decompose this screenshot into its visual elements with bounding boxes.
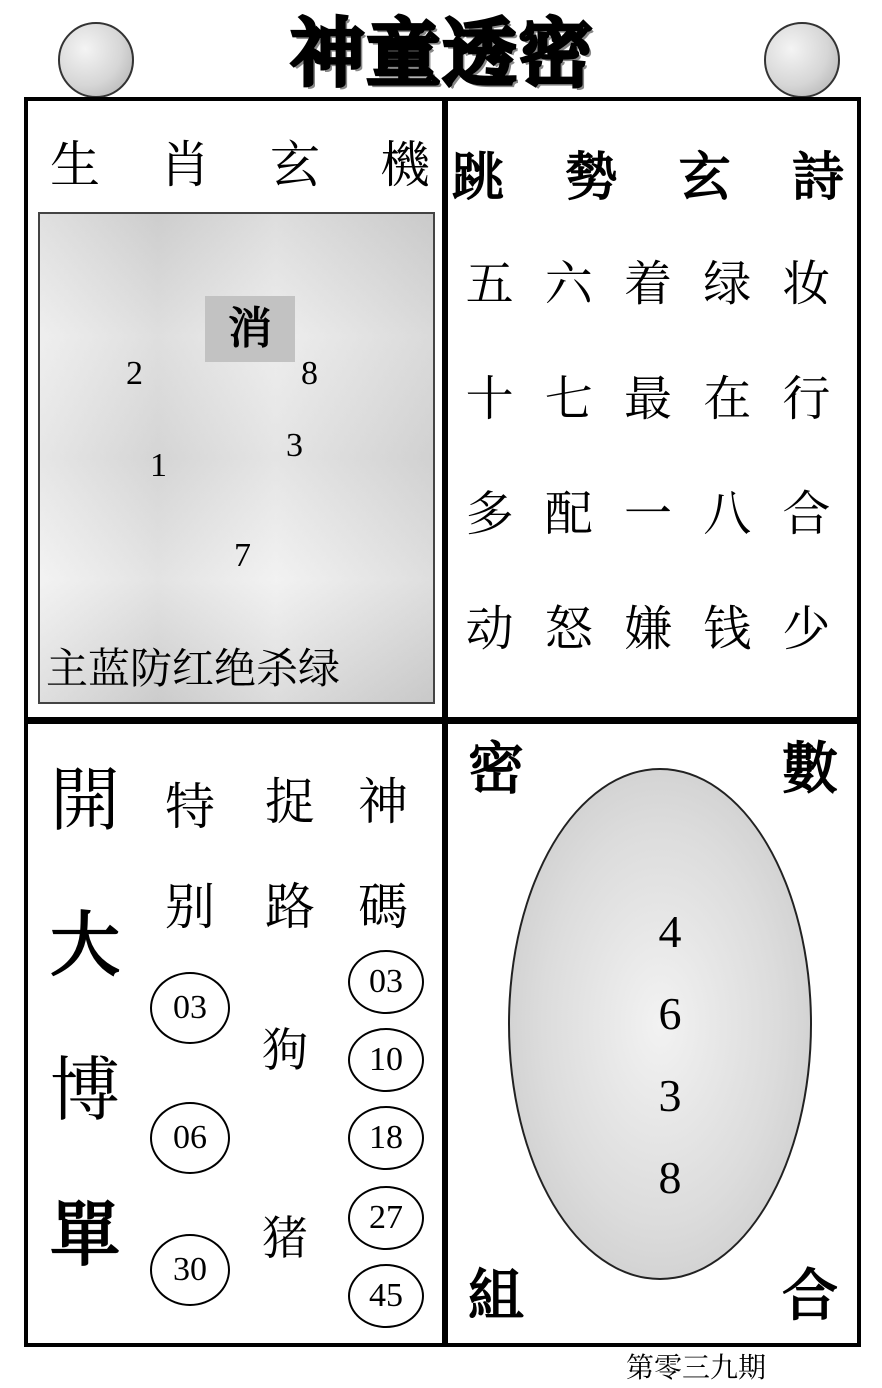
poem-char: 一 (623, 486, 672, 542)
heading-char: 玄 (270, 136, 320, 194)
heading-char: 勢 (565, 147, 618, 208)
heading-char: 跳 (452, 147, 505, 208)
zhuolu-animal: 猪 (262, 1211, 308, 1265)
heading-char: 詩 (791, 147, 844, 208)
shenma-number: 03 (348, 950, 424, 1014)
horizontal-divider (24, 717, 861, 724)
decorative-ball-left-icon (58, 22, 134, 98)
tebie-number: 30 (150, 1234, 230, 1306)
zhuolu-animal: 狗 (262, 1023, 308, 1077)
poem-panel-heading (452, 138, 844, 218)
shenma-number: 10 (348, 1028, 424, 1092)
shenma-number: 27 (348, 1186, 424, 1250)
secret-digit: 3 (658, 1070, 682, 1121)
vertical-title-char: 大 (50, 903, 120, 986)
zhuolu-heading-char: 路 (265, 878, 315, 936)
page-title: 神童透密 (290, 11, 595, 97)
corner-label-bottom-left: 組 (468, 1264, 524, 1329)
vertical-title-char: 單 (50, 1193, 120, 1276)
poem-char: 少 (782, 601, 831, 657)
zodiac-panel-heading (50, 130, 430, 200)
poem-char: 行 (782, 371, 831, 427)
corner-label-bottom-right: 合 (782, 1264, 838, 1329)
poem-char: 绿 (703, 256, 752, 312)
poem-char: 七 (544, 371, 593, 427)
tebie-number: 03 (150, 972, 230, 1044)
zodiac-panel-box (38, 212, 435, 704)
poem-char: 配 (544, 486, 593, 542)
poem-grid (450, 222, 846, 682)
vertical-title-char: 開 (50, 759, 120, 841)
poem-char: 在 (703, 371, 752, 427)
poem-char: 多 (465, 486, 514, 542)
shenma-heading-char: 碼 (358, 878, 408, 936)
poem-char: 十 (465, 371, 514, 427)
vertical-title-char: 博 (50, 1049, 120, 1131)
secret-digit: 8 (658, 1152, 682, 1203)
corner-label-top-right: 數 (782, 737, 838, 802)
poem-char: 五 (465, 256, 514, 312)
shenma-number: 45 (348, 1264, 424, 1328)
zhuolu-heading-char: 捉 (265, 773, 315, 831)
shenma-number: 18 (348, 1106, 424, 1170)
poem-char: 最 (623, 371, 672, 427)
poem-char: 动 (465, 601, 514, 657)
secret-digit: 4 (658, 906, 682, 957)
tebie-number: 06 (150, 1102, 230, 1174)
zodiac-number: 3 (286, 427, 303, 464)
tebie-heading-char: 别 (165, 878, 215, 936)
poem-char: 钱 (703, 601, 752, 657)
shenma-heading-char: 神 (358, 773, 408, 831)
zodiac-number: 1 (150, 447, 167, 484)
zodiac-number: 8 (301, 355, 318, 392)
heading-char: 肖 (160, 136, 210, 194)
tebie-heading-char: 特 (165, 778, 215, 836)
poem-char: 怒 (544, 601, 593, 657)
corner-label-top-left: 密 (468, 737, 524, 802)
poem-char: 嫌 (623, 601, 672, 657)
poem-char: 八 (703, 486, 752, 542)
secret-digits-oval (508, 768, 812, 1280)
poem-char: 六 (544, 256, 593, 312)
heading-char: 機 (380, 136, 430, 194)
poem-char: 妆 (782, 256, 831, 312)
heading-char: 生 (50, 136, 100, 194)
heading-char: 玄 (678, 147, 731, 208)
eliminate-label: 消 (205, 296, 295, 362)
secret-digit: 6 (658, 988, 682, 1039)
zodiac-footer-text: 主蓝防红绝杀绿 (46, 644, 341, 693)
issue-number: 第零三九期 (626, 1351, 767, 1384)
poem-char: 着 (623, 256, 672, 312)
zodiac-number: 2 (126, 355, 143, 392)
decorative-ball-right-icon (764, 22, 840, 98)
poem-char: 合 (782, 486, 831, 542)
zodiac-number: 7 (234, 537, 251, 574)
